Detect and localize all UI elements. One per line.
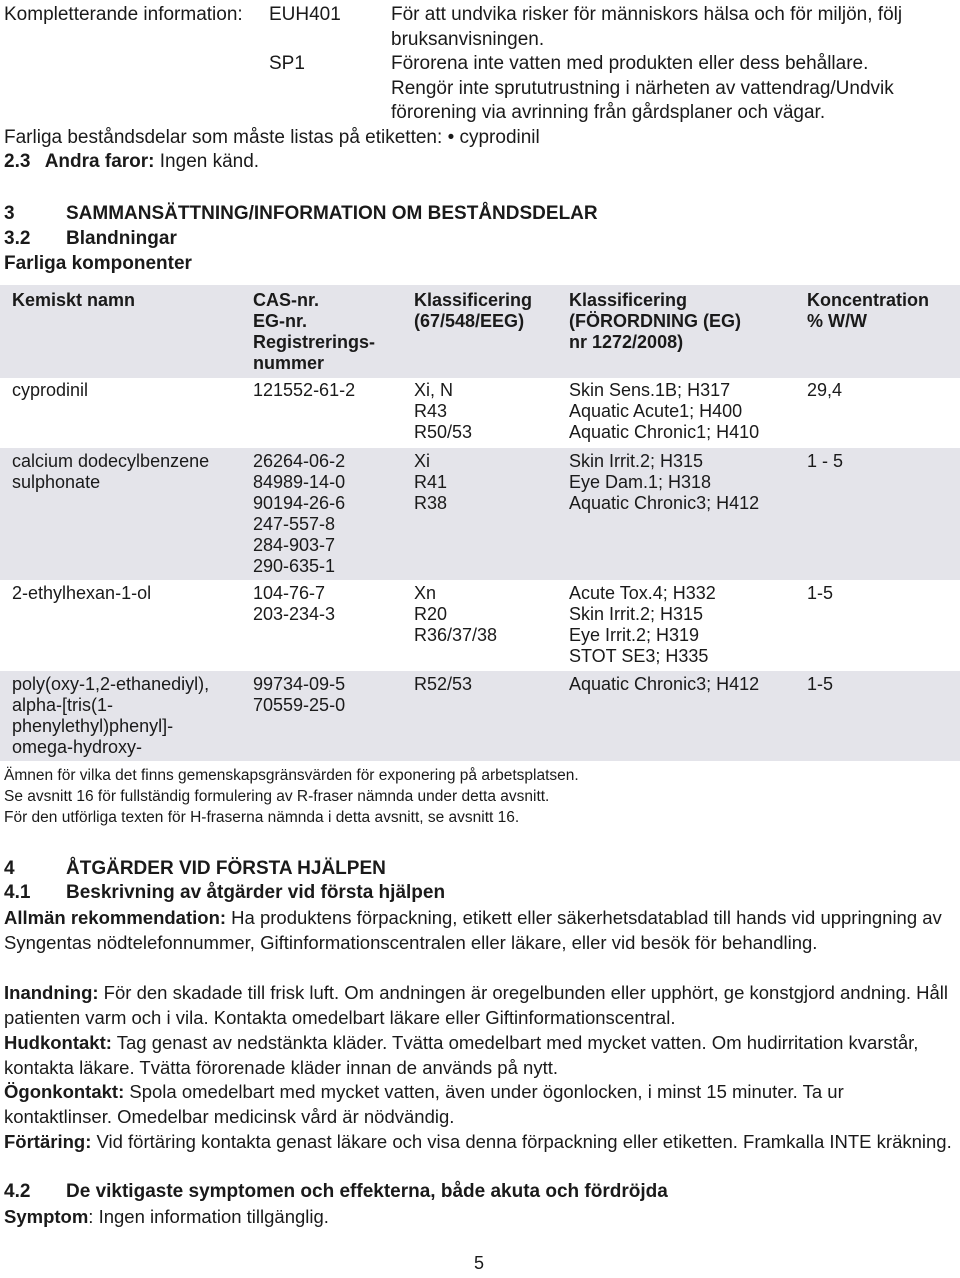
cell-line: Xi, N (414, 380, 454, 400)
sp-text-1: Förorena inte vatten med produkten eller dess behållare. (391, 53, 869, 74)
header-conc-line: % W/W (807, 311, 867, 331)
cell-line: alpha-[tris(1- (12, 695, 114, 715)
section3-title: SAMMANSÄTTNING/INFORMATION OM BESTÅNDSDELAR (66, 203, 598, 224)
inandning-text: För den skadade till frisk luft. Om andningen är oregelbunden eller upphört, ge konstgjord andning. Håll patienten varm och i vila. Kontakta omedelbart läkare eller Giftinformationscentral. (4, 982, 949, 1028)
cell-conc: 1-5 (807, 674, 834, 694)
cell-cas (253, 583, 335, 625)
header-cas-line: nummer (253, 353, 325, 373)
allman-paragraph (4, 905, 954, 955)
hud-paragraph (4, 1030, 954, 1080)
cell-line: Aquatic Chronic3; H412 (569, 674, 760, 694)
cell-line: calcium dodecylbenzene (12, 451, 210, 471)
cell-klass1 (414, 674, 472, 695)
section4-title: ÅTGÄRDER VID FÖRSTA HJÄLPEN (66, 858, 386, 879)
section3-num: 3 (4, 203, 15, 224)
hud-label: Hudkontakt: (4, 1032, 112, 1053)
section4-heading (4, 856, 386, 881)
andra-value: Ingen känd. (159, 151, 260, 172)
cell-klass2 (569, 380, 759, 443)
cell-cas (253, 674, 345, 716)
ogon-paragraph (4, 1079, 954, 1129)
cell-line: omega-hydroxy- (12, 737, 143, 757)
header-klass2 (569, 290, 741, 353)
fortaring-text: Vid förtäring kontakta genast läkare och visa denna förpackning eller etiketten. Framkalla INTE kräkning. (91, 1131, 952, 1152)
table-row (0, 378, 960, 448)
symptom-label: Symptom (4, 1206, 89, 1227)
cell-line: 284-903-7 (253, 535, 336, 555)
section42-num: 4.2 (4, 1181, 31, 1202)
sp-text-3: förorening via avrinning från gårdsplaner och vägar. (391, 102, 826, 123)
cell-line: Xn (414, 583, 437, 603)
cell-cas (253, 380, 355, 401)
fortaring-paragraph (4, 1129, 954, 1154)
cell-line: cyprodinil (12, 380, 89, 400)
cell-line: 2-ethylhexan-1-ol (12, 583, 152, 603)
ogon-text: Spola omedelbart med mycket vatten, även under ögonlocken, i minst 15 minuter. Ta ur kontaktlinser. Omedelbar medicinsk vård är nödvändig. (4, 1081, 844, 1127)
cell-line: Skin Irrit.2; H315 (569, 604, 704, 624)
farliga-line (4, 126, 540, 151)
hud-text: Tag genast av nedstänkta kläder. Tvätta omedelbart med mycket vatten. Om hudirritation kvarstår, kontakta läkare. Tvätta förorenade kläder innan de används på nytt. (4, 1032, 919, 1078)
header-cas (253, 290, 375, 374)
section41-num: 4.1 (4, 882, 31, 903)
cell-line: Eye Irrit.2; H319 (569, 625, 700, 645)
section4-num: 4 (4, 858, 15, 879)
cell-line: sulphonate (12, 472, 101, 492)
section42-title: De viktigaste symptomen och effekterna, både akuta och fördröjda (66, 1181, 668, 1202)
cell-klass2 (569, 583, 716, 667)
sp-text-2: Rengör inte sprututrustning i närheten av vattendrag/Undvik (391, 78, 894, 99)
sp-code: SP1 (269, 53, 305, 74)
andra-faror-line (4, 150, 259, 175)
cell-line: Acute Tox.4; H332 (569, 583, 716, 603)
symptom-text: : Ingen information tillgänglig. (88, 1206, 329, 1227)
cell-klass1 (414, 583, 497, 646)
section32-title: Blandningar (66, 228, 177, 249)
header-klass1 (414, 290, 532, 332)
cell-line: 26264-06-2 (253, 451, 346, 471)
cell-line: STOT SE3; H335 (569, 646, 709, 666)
header-klass2-line: nr 1272/2008) (569, 332, 684, 352)
symptom-paragraph (4, 1204, 954, 1229)
header-conc-line: Koncentration (807, 290, 930, 310)
cell-klass1 (414, 451, 447, 514)
cell-line: 121552-61-2 (253, 380, 356, 400)
cell-line: R38 (414, 493, 448, 513)
page-number: 5 (474, 1253, 485, 1273)
table-row (0, 671, 960, 761)
ogon-label: Ögonkontakt: (4, 1081, 125, 1102)
andra-num: 2.3 (4, 151, 31, 172)
section41-heading (4, 880, 446, 905)
cell-line: Aquatic Chronic3; H412 (569, 493, 760, 513)
cell-line: Skin Sens.1B; H317 (569, 380, 731, 400)
cell-line: poly(oxy-1,2-ethanediyl), (12, 674, 210, 694)
cell-line: R36/37/38 (414, 625, 498, 645)
section3-heading (4, 201, 598, 226)
cell-line: 203-234-3 (253, 604, 336, 624)
cell-klass2 (569, 674, 759, 695)
cell-line: 70559-25-0 (253, 695, 346, 715)
cell-conc: 1 - 5 (807, 451, 844, 471)
cell-cas (253, 451, 345, 577)
cell-line: 90194-26-6 (253, 493, 346, 513)
farliga-label: Farliga beståndsdelar som måste listas på etiketten: (4, 127, 443, 148)
cell-line: R20 (414, 604, 448, 624)
cell-line: R52/53 (414, 674, 473, 694)
header-klass1-line: Klassificering (414, 290, 533, 310)
cell-name (12, 583, 151, 604)
note-line: Se avsnitt 16 för fullständig formulering av R-fraser nämnda under detta avsnitt. (4, 788, 550, 805)
note-line: För den utförliga texten för H-fraserna nämnda i detta avsnitt, se avsnitt 16. (4, 809, 520, 826)
cell-klass2 (569, 451, 759, 514)
note-line: Ämnen för vilka det finns gemenskapsgränsvärden för exponering på arbetsplatsen. (4, 767, 579, 784)
header-conc (807, 290, 929, 332)
cell-line: R50/53 (414, 422, 473, 442)
fortaring-label: Förtäring: (4, 1131, 92, 1152)
table-row (0, 580, 960, 671)
cell-line: 290-635-1 (253, 556, 336, 576)
cell-line: 84989-14-0 (253, 472, 346, 492)
cell-name (12, 674, 209, 758)
cell-line: 99734-09-5 (253, 674, 346, 694)
section32-num: 3.2 (4, 228, 31, 249)
cell-name (12, 451, 209, 493)
farliga-value: • cyprodinil (447, 127, 540, 148)
cell-line: 247-557-8 (253, 514, 336, 534)
section32-heading (4, 226, 177, 251)
header-klass2-line: (FÖRORDNING (EG) (569, 311, 741, 331)
inandning-label: Inandning: (4, 982, 99, 1003)
allman-label: Allmän rekommendation: (4, 907, 227, 928)
cell-line: R41 (414, 472, 448, 492)
euh-code: EUH401 (269, 4, 341, 25)
cell-conc: 1-5 (807, 583, 834, 603)
header-cas-line: EG-nr. (253, 311, 308, 331)
section41-title: Beskrivning av åtgärder vid första hjälpen (66, 882, 446, 903)
cell-line: R43 (414, 401, 448, 421)
inandning-paragraph (4, 980, 954, 1030)
euh-text-2: bruksanvisningen. (391, 29, 545, 50)
header-name: Kemiskt namn (12, 290, 136, 310)
cell-conc: 29,4 (807, 380, 843, 400)
farliga-komponenter-heading: Farliga komponenter (4, 253, 192, 274)
euh-text-1: För att undvika risker för människors hälsa och för miljön, följ (391, 4, 903, 25)
cell-line: Aquatic Chronic1; H410 (569, 422, 760, 442)
andra-label: Andra faror: (44, 151, 155, 172)
table-row (0, 448, 960, 580)
cell-line: Eye Dam.1; H318 (569, 472, 712, 492)
cell-line: phenylethyl)phenyl]- (12, 716, 174, 736)
header-klass1-line: (67/548/EEG) (414, 311, 525, 331)
cell-line: Aquatic Acute1; H400 (569, 401, 743, 421)
cell-name (12, 380, 88, 401)
header-cas-line: Registrerings- (253, 332, 376, 352)
cell-line: 104-76-7 (253, 583, 326, 603)
header-cas-line: CAS-nr. (253, 290, 320, 310)
cell-klass1 (414, 380, 472, 443)
allman-text: Ha produktens förpackning, etikett eller säkerhetsdatablad till hands vid uppringning av Syngentas nödtelefonnummer, Giftinformationscentralen eller läkare, eller vid besök för behandling. (4, 907, 942, 953)
cell-line: Xi (414, 451, 431, 471)
komp-label: Kompletterande information: (4, 4, 243, 25)
section42-heading (4, 1179, 668, 1204)
cell-line: Skin Irrit.2; H315 (569, 451, 704, 471)
header-klass2-line: Klassificering (569, 290, 688, 310)
